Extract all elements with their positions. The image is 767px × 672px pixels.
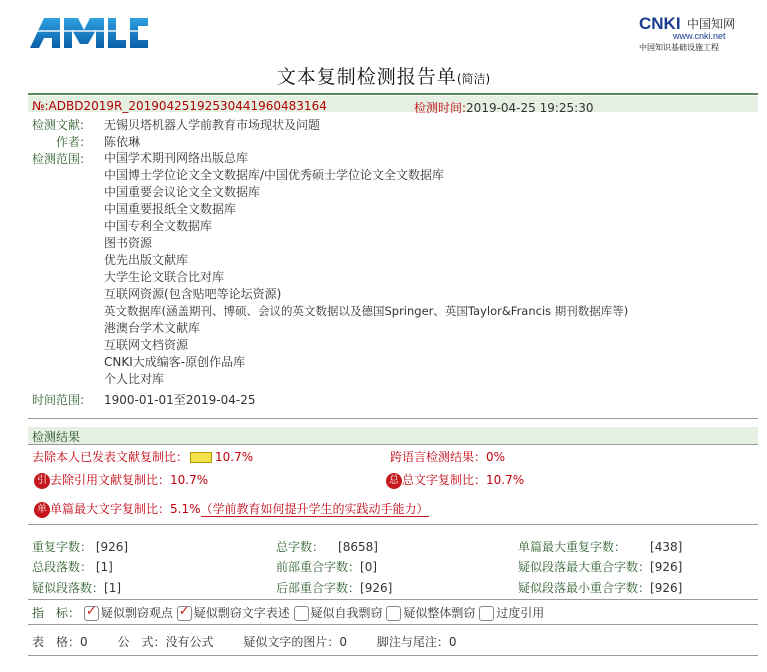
range-label: 时间范围: bbox=[32, 393, 85, 407]
time-value: 2019-04-25 19:25:30 bbox=[466, 101, 594, 115]
stat-value: [438] bbox=[650, 540, 683, 554]
author-label: 作者: bbox=[56, 135, 85, 149]
ref-excluded-label: 去除引用文献复制比： bbox=[50, 473, 171, 487]
images-value: 0 bbox=[339, 635, 347, 649]
indicator-checkbox[interactable] bbox=[84, 606, 173, 620]
single-label: 单篇最大文字复制比： bbox=[50, 502, 171, 516]
indicator-text: 疑似整体剽窃 bbox=[403, 606, 476, 620]
checkbox-empty-icon bbox=[479, 606, 494, 621]
stat-key: 单篇最大重复字数： bbox=[518, 540, 627, 554]
single-value: 5.1% bbox=[170, 502, 201, 516]
scope-item: 中国专利全文数据库 bbox=[104, 219, 213, 233]
doc-label: 检测文献: bbox=[32, 118, 85, 132]
indicator-checkbox[interactable] bbox=[479, 606, 544, 620]
stat-key: 总段落数： bbox=[32, 560, 93, 574]
indicator-label: 指 标： bbox=[32, 606, 81, 620]
footer-row bbox=[32, 633, 456, 650]
ref-excluded-ratio bbox=[34, 471, 208, 489]
cnki-brand: CNKI bbox=[639, 14, 681, 33]
stat-key: 重复字数： bbox=[32, 540, 93, 554]
stat-key: 前部重合字数： bbox=[276, 560, 361, 574]
divider bbox=[28, 524, 758, 525]
scope-item: 中国学术期刊网络出版总库 bbox=[104, 151, 249, 165]
divider bbox=[28, 599, 758, 600]
stat-value: [926] bbox=[360, 581, 393, 595]
scope-label: 检测范围: bbox=[32, 152, 85, 166]
title-suffix: (简洁) bbox=[456, 72, 491, 86]
report-title bbox=[0, 62, 767, 89]
cnki-cn-name: 中国知网 bbox=[687, 17, 736, 31]
total-label: 总文字复制比： bbox=[402, 473, 487, 487]
results-title: 检测结果 bbox=[32, 430, 81, 444]
stat-value: [926] bbox=[95, 540, 129, 554]
scope-item: 港澳台学术文献库 bbox=[104, 321, 201, 335]
divider bbox=[28, 93, 758, 95]
table-label: 表 格： bbox=[32, 635, 81, 649]
id-value: ADBD2019R_20190425192530441960483164 bbox=[48, 99, 327, 113]
stat-value: [1] bbox=[104, 581, 122, 595]
self-excluded-ratio bbox=[32, 448, 253, 465]
amlc-logo bbox=[30, 18, 148, 48]
ratio-bar bbox=[190, 452, 212, 463]
total-value: 10.7% bbox=[486, 473, 525, 487]
range-value: 1900-01-01至2019-04-25 bbox=[104, 393, 256, 407]
formula-label: 公 式： bbox=[117, 635, 166, 649]
stat-key: 疑似段落数： bbox=[32, 581, 105, 595]
divider bbox=[28, 655, 758, 656]
cross-language-value: 0% bbox=[486, 450, 506, 464]
stat-suspect-paragraphs bbox=[32, 579, 121, 596]
results-band bbox=[28, 427, 758, 444]
indicator-text: 疑似剽窃观点 bbox=[100, 606, 173, 620]
cnki-subtitle: 中国知识基础设施工程 bbox=[639, 43, 719, 52]
stat-value: [926] bbox=[650, 581, 683, 595]
stat-total-chars bbox=[276, 538, 378, 555]
stat-total-paragraphs bbox=[32, 558, 113, 575]
scope-item: 个人比对库 bbox=[104, 372, 165, 386]
checkbox-empty-icon bbox=[294, 606, 309, 621]
self-excluded-value: 10.7% bbox=[215, 450, 254, 464]
divider bbox=[28, 418, 758, 419]
ref-excluded-value: 10.7% bbox=[170, 473, 209, 487]
total-ratio bbox=[386, 471, 524, 489]
doc-title: 无锡贝塔机器人学前教育市场现状及问题 bbox=[104, 118, 321, 132]
checkbox-empty-icon bbox=[386, 606, 401, 621]
indicator-text: 疑似自我剽窃 bbox=[310, 606, 383, 620]
notes-label: 脚注与尾注： bbox=[376, 635, 449, 649]
cnki-logo bbox=[639, 14, 759, 52]
scope-item: CNKI大成编客-原创作品库 bbox=[104, 355, 246, 369]
author-value: 陈依琳 bbox=[104, 135, 141, 149]
scope-item: 互联网文档资源 bbox=[104, 338, 189, 352]
stat-key: 总字数： bbox=[276, 540, 325, 554]
scope-item: 互联网资源(包含贴吧等论坛资源) bbox=[104, 287, 282, 301]
indicator-checkbox[interactable] bbox=[177, 606, 290, 620]
stat-value: [8658] bbox=[338, 540, 378, 554]
stat-back-overlap bbox=[276, 579, 392, 596]
id-label: №: bbox=[32, 99, 49, 113]
scope-item: 中国重要报纸全文数据库 bbox=[104, 202, 237, 216]
stat-repeat-chars bbox=[32, 538, 128, 555]
scope-item: 大学生论文联合比对库 bbox=[104, 270, 225, 284]
single-badge-icon: 单 bbox=[34, 502, 50, 518]
ref-badge-icon: 引 bbox=[34, 473, 50, 489]
indicator-checkbox[interactable] bbox=[294, 606, 383, 620]
images-label: 疑似文字的图片： bbox=[243, 635, 340, 649]
stat-value: [926] bbox=[650, 560, 683, 574]
stat-key: 后部重合字数： bbox=[276, 581, 361, 595]
single-max-ratio bbox=[34, 500, 429, 518]
divider bbox=[28, 444, 758, 445]
stat-para-max-overlap bbox=[518, 558, 682, 575]
title-text: 文本复制检测报告单 bbox=[276, 66, 457, 88]
stat-key: 疑似段落最大重合字数： bbox=[518, 560, 651, 574]
cnki-url: www.cnki.net bbox=[673, 31, 726, 41]
scope-item: 优先出版文献库 bbox=[104, 253, 189, 267]
notes-value: 0 bbox=[448, 635, 457, 649]
cross-language-label: 跨语言检测结果： bbox=[390, 450, 487, 464]
single-source-link[interactable]: （学前教育如何提升学生的实践动手能力） bbox=[200, 502, 429, 516]
scope-item: 英文数据库(涵盖期刊、博硕、会议的英文数据以及德国Springer、英国Taylor&Francis 期刊数据库等) bbox=[104, 304, 629, 318]
report-id bbox=[32, 99, 327, 113]
check-time bbox=[414, 99, 594, 116]
total-badge-icon: 总 bbox=[386, 473, 402, 489]
table-value: 0 bbox=[80, 635, 88, 649]
stat-key: 疑似段落最小重合字数： bbox=[518, 581, 651, 595]
scope-item: 中国重要会议论文全文数据库 bbox=[104, 185, 261, 199]
indicators-row bbox=[32, 604, 544, 621]
stat-single-max-repeat bbox=[518, 538, 682, 555]
stat-value: [1] bbox=[95, 560, 113, 574]
scope-item: 图书资源 bbox=[104, 236, 153, 250]
checkbox-checked-icon bbox=[84, 606, 99, 621]
stat-para-min-overlap bbox=[518, 579, 682, 596]
formula-value: 没有公式 bbox=[165, 635, 214, 649]
cross-language-result bbox=[390, 448, 505, 465]
indicator-checkbox[interactable] bbox=[386, 606, 475, 620]
self-excluded-label: 去除本人已发表文献复制比： bbox=[32, 450, 189, 464]
scope-list bbox=[104, 150, 628, 388]
time-label: 检测时间: bbox=[414, 101, 467, 115]
indicator-text: 过度引用 bbox=[496, 606, 545, 620]
scope-item: 中国博士学位论文全文数据库/中国优秀硕士学位论文全文数据库 bbox=[104, 168, 445, 182]
divider bbox=[28, 624, 758, 625]
stat-value: [0] bbox=[360, 560, 378, 574]
checkbox-checked-icon bbox=[177, 606, 192, 621]
stat-front-overlap bbox=[276, 558, 377, 575]
indicator-text: 疑似剽窃文字表述 bbox=[193, 606, 290, 620]
